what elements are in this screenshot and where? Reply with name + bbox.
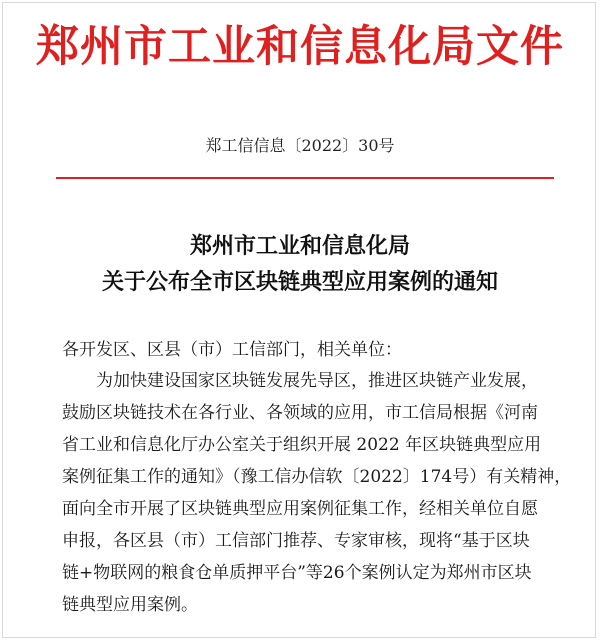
body-paragraph [62,365,572,621]
letterhead-title: 郑州市工业和信息化局文件 [36,22,564,72]
document-number: 郑工信信息〔2022〕30号 [205,136,395,155]
body-line: 面向全市开展了区块链典型应用案例征集工作，经相关单位自愿 [62,499,538,519]
body-line: 案例征集工作的通知》（豫工信办信软〔2022〕174号）有关精神， [62,467,572,487]
body-line: 链典型应用案例。 [62,595,198,615]
body-line: 为加快建设国家区块链发展先导区，推进区块链产业发展， [96,371,538,391]
body-line: 鼓励区块链技术在各行业、各领域的应用，市工信局根据《河南 [62,403,538,423]
red-divider-line [56,177,554,179]
body-line: 省工业和信息化厅办公室关于组织开展 2022 年区块链典型应用 [62,435,542,455]
body-line: 链+物联网的粮食仓单质押平台”等26个案例认定为郑州市区块 [62,563,532,583]
salutation: 各开发区、区县（市）工信部门，相关单位： [62,340,402,360]
document-title-line-2: 关于公布全市区块链典型应用案例的通知 [101,269,498,295]
document-title [0,228,600,300]
body-line: 申报，各区县（市）工信部门推荐、专家审核，现将“基于区块 [62,531,530,551]
document-title-line-1: 郑州市工业和信息化局 [189,233,410,259]
